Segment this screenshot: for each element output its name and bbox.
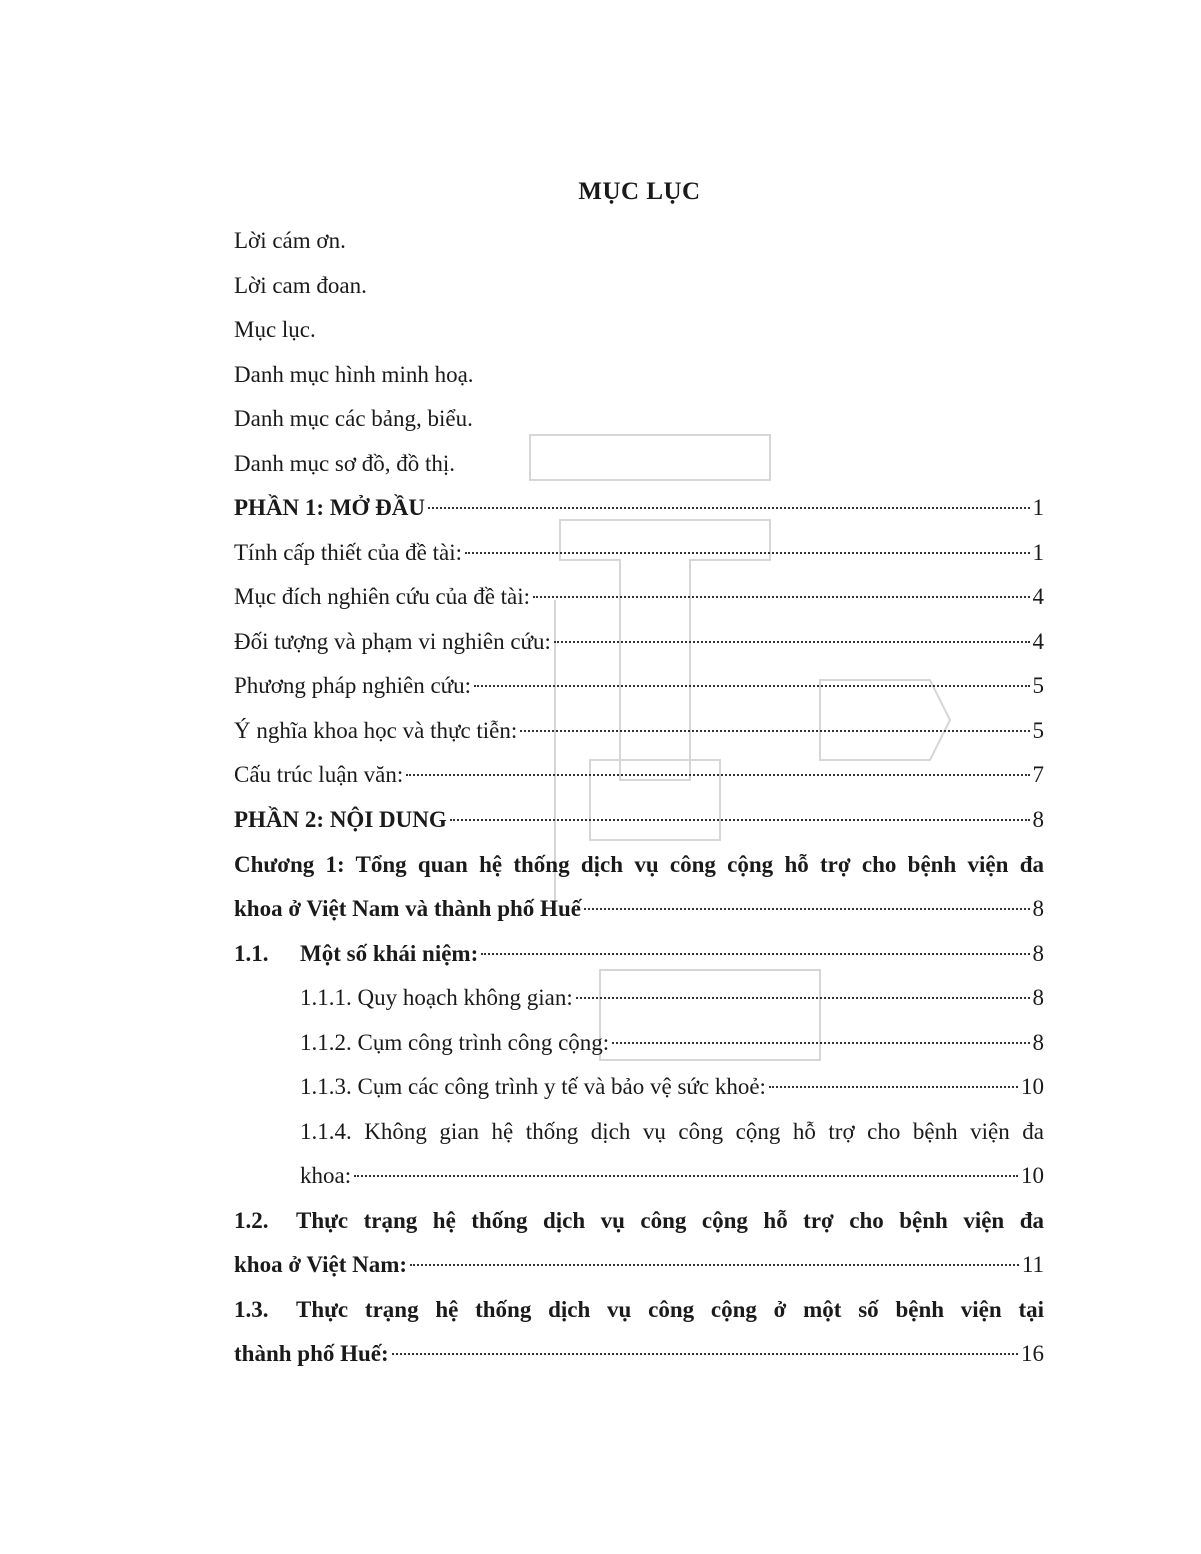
toc-entry-section-1-3 xyxy=(234,1334,1044,1374)
dot-leader xyxy=(584,908,1030,910)
toc-page-number: 16 xyxy=(1021,1341,1044,1366)
dot-leader xyxy=(406,774,1029,776)
toc-entry-subsection xyxy=(300,1023,1044,1063)
toc-section-1-3-line1 xyxy=(234,1290,1044,1330)
toc-front-item: Danh mục hình minh hoạ. xyxy=(234,362,474,387)
toc-entry xyxy=(234,666,1044,706)
toc-entry-text: Tính cấp thiết của đề tài: xyxy=(234,540,462,565)
dot-leader xyxy=(474,685,1029,687)
dot-leader xyxy=(520,730,1029,732)
toc-entry xyxy=(234,577,1044,617)
toc-page-number: 10 xyxy=(1021,1074,1044,1099)
toc-entry-text: 1.1.1. Quy hoạch không gian: xyxy=(300,985,573,1010)
toc-entry-text: Thực trạng hệ thống dịch vụ công cộng hỗ trợ cho bệnh viện đa xyxy=(296,1208,1044,1233)
toc-entry-subsection xyxy=(300,1156,1044,1196)
toc-page-number: 8 xyxy=(1032,1030,1044,1055)
section-number: 1.2. xyxy=(234,1208,269,1233)
dot-leader xyxy=(612,1042,1029,1044)
toc-chapter1-line1: Chương 1: Tổng quan hệ thống dịch vụ công cộng hỗ trợ cho bệnh viện đa xyxy=(234,852,1044,877)
toc-front-item: Lời cám ơn. xyxy=(234,228,346,253)
toc-entry-text: 1.1.3. Cụm các công trình y tế và bảo vệ sức khoẻ: xyxy=(300,1074,766,1099)
dot-leader xyxy=(576,997,1030,999)
dot-leader xyxy=(392,1353,1018,1355)
toc-entry-text: Thực trạng hệ thống dịch vụ công cộng ở một số bệnh viện tại xyxy=(296,1297,1044,1322)
toc-page-number: 8 xyxy=(1032,985,1044,1010)
dot-leader xyxy=(410,1264,1019,1266)
toc-entry-subsection xyxy=(300,1067,1044,1107)
toc-entry-text: Cấu trúc luận văn: xyxy=(234,762,404,787)
toc-front-item: Danh mục sơ đồ, đồ thị. xyxy=(234,451,456,476)
toc-page-number: 11 xyxy=(1021,1252,1044,1277)
dot-leader xyxy=(554,641,1030,643)
toc-entry-text: Phương pháp nghiên cứu: xyxy=(234,673,472,698)
toc-page-number: 5 xyxy=(1032,673,1044,698)
dot-leader xyxy=(465,552,1030,554)
toc-entry-part2 xyxy=(234,800,1044,840)
toc-entry-text: khoa ở Việt Nam và thành phố Huế xyxy=(234,896,581,921)
toc-subsection-1-1-4-line1: 1.1.4. Không gian hệ thống dịch vụ công cộng hỗ trợ cho bệnh viện đa xyxy=(300,1119,1044,1144)
dot-leader xyxy=(481,953,1029,955)
toc-entry xyxy=(234,711,1044,751)
toc-front-item: Mục lục. xyxy=(234,317,316,342)
toc-entry-text: PHẦN 2: NỘI DUNG xyxy=(234,807,447,832)
toc-page-number: 8 xyxy=(1032,941,1044,966)
toc-entry xyxy=(234,622,1044,662)
toc-entry-section-1-1 xyxy=(234,934,1044,974)
toc-entry-text: khoa: xyxy=(300,1163,352,1188)
page-title: MỤC LỤC xyxy=(578,178,701,205)
toc-entry-text: Một số khái niệm: xyxy=(300,941,479,966)
dot-leader xyxy=(769,1086,1018,1088)
toc-front-item: Lời cam đoan. xyxy=(234,273,367,298)
dot-leader xyxy=(428,507,1030,509)
toc-page-number: 8 xyxy=(1032,807,1044,832)
toc-page-number: 10 xyxy=(1021,1163,1044,1188)
toc-entry-part1 xyxy=(234,488,1044,528)
toc-page-number: 8 xyxy=(1032,896,1044,921)
toc-entry-text: khoa ở Việt Nam: xyxy=(234,1252,408,1277)
toc-entry-chapter1 xyxy=(234,889,1044,929)
toc-entry-text: thành phố Huế: xyxy=(234,1341,389,1366)
toc-entry-text: PHẦN 1: MỞ ĐẦU xyxy=(234,495,425,520)
toc-entry-text: Mục đích nghiên cứu của đề tài: xyxy=(234,584,531,609)
toc-page-number: 4 xyxy=(1032,629,1044,654)
dot-leader xyxy=(533,596,1029,598)
dot-leader xyxy=(450,819,1030,821)
toc-page-number: 5 xyxy=(1032,718,1044,743)
toc-entry-subsection xyxy=(300,978,1044,1018)
dot-leader xyxy=(354,1175,1018,1177)
section-number: 1.3. xyxy=(234,1297,269,1322)
toc-entry-text: Đối tượng và phạm vi nghiên cứu: xyxy=(234,629,551,654)
toc-page-number: 1 xyxy=(1032,540,1044,565)
toc-page-number: 7 xyxy=(1032,762,1044,787)
section-number: 1.1. xyxy=(234,941,269,966)
toc-front-item: Danh mục các bảng, biểu. xyxy=(234,406,473,431)
toc-page-number: 1 xyxy=(1032,495,1044,520)
toc-page-number: 4 xyxy=(1032,584,1044,609)
toc-entry-text: 1.1.2. Cụm công trình công cộng: xyxy=(300,1030,610,1055)
toc-section-1-2-line1 xyxy=(234,1201,1044,1241)
toc-entry xyxy=(234,533,1044,573)
toc-entry-section-1-2 xyxy=(234,1245,1044,1285)
toc-entry-text: Ý nghĩa khoa học và thực tiễn: xyxy=(234,718,518,743)
toc-entry xyxy=(234,755,1044,795)
